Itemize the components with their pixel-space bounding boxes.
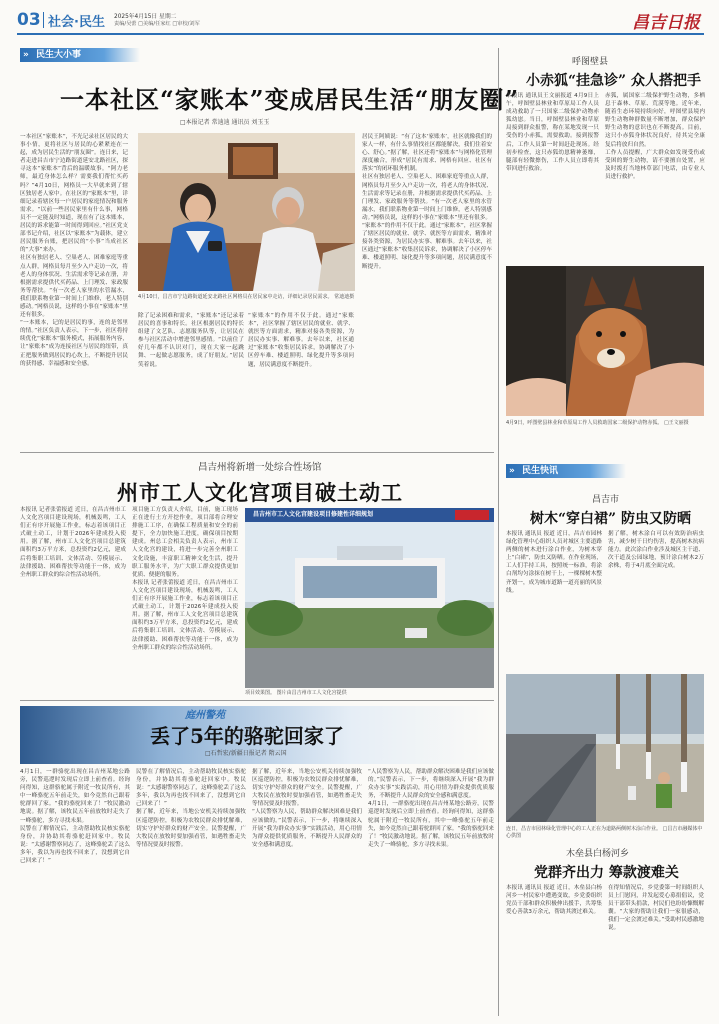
story5-paragraph: 在得知情况后，乡党委第一时间组织人员上门慰问，并发起爱心募捐倡议，党员干部带头捐款，村民们也纷纷慷慨解囊。“大家的帮助让我们一家很感动，我们一定会渡过难关。”受助村民感激地说。 bbox=[608, 885, 704, 932]
story3-photo-caption: 项目效果图。 图片由昌吉州市工人文化宫提供 bbox=[245, 690, 347, 696]
story6-paragraph: “人民警察为人民，帮助群众解决困难是我们应该做的。”民警表示，下一步，将继续深入开展“我为群众办实事”实践活动，用心用情为群众提供优质服务，不断提升人民群众的安全感和满意度。 bbox=[368, 769, 494, 800]
story1-column-4 bbox=[362, 133, 492, 448]
chevron-right-icon: » bbox=[509, 466, 515, 476]
editors-line: 责编/吴蕾 □美编/任家红 □审校/刘军 bbox=[114, 21, 200, 27]
story3-paragraph: 本报讯 记者张蕾报道 近日，在昌吉州市工人文化宫项目建设现场，机械轰鸣，工人们正有序开展施工作业，标志着该项目正式破土动工，计划于2026年建成投入使用。据了解，州市工人文化宫项目总建筑面积约3万平方米，总投资约2亿元，建成后将集职工培训、文体活动、劳模展示、法律援助、困难帮扶等功能于一体，成为全州职工群众的综合性活动场所。 bbox=[132, 579, 238, 651]
story1-byline: □本报记者 常迪迪 通讯员 刘玉玉 bbox=[180, 119, 270, 126]
story2-kicker: 呼图壁县 bbox=[572, 57, 609, 67]
story4-column-2 bbox=[608, 530, 704, 670]
story1-headline: 一本社区“家账本”变成居民生活“朋友圈” bbox=[60, 85, 520, 114]
story3-paragraph: 本报讯 记者张蕾报道 近日，在昌吉州市工人文化宫项目建设现场，机械轰鸣，工人们正有序开展施工作业，标志着该项目正式破土动工，计划于2026年建成投入使用。据了解，州市工人文化宫项目总建筑面积约3万平方米，总投资约2亿元，建成后将集职工培训、文体活动、劳模展示、法律援助、困难帮扶等功能于一体，成为全州职工群众的综合性活动场所。 bbox=[20, 507, 126, 578]
story5-kicker: 木垒县白杨河乡 bbox=[566, 849, 630, 859]
story6-byline: □石哲宏/新疆日报记者 隋云国 bbox=[205, 750, 287, 757]
story6-paragraph: 据了解，近年来，当地公安机关持续加强牧区巡逻防控，积极为农牧民群众排忧解难，切实守护好群众的财产安全。民警提醒，广大牧民在放牧时要加强看管，如遇牲畜走失等情况要及时报警。 bbox=[252, 769, 362, 808]
story4-paragraph: 本报讯 通讯员 报道 近日，昌吉市园林绿化管理中心组织人员对城区主要道路两侧的树木进行涂白作业，为树木穿上“白裙”，防虫又防晒。在作业现场，工人们手持工具，按照统一标准，将涂白剂均匀涂抹在树干上，一棵棵树木整齐划一，成为城市道路一道亮丽的风景线。 bbox=[506, 531, 602, 594]
story6-column-2 bbox=[136, 768, 246, 1016]
story6-paragraph: 民警在了解情况后，主动帮助牧民核实骆驼身份，并协助其将骆驼赶回家中。牧民说：“太感谢警察同志了，这峰骆驼丢了这么多年，我以为再也找不回来了，没想到它自己回来了！” bbox=[20, 825, 130, 865]
story1-paragraph: 除了记录困难和需求，“家账本”还记录着居民的喜事和特长。社区根据居民的特长组建了文艺队、志愿服务队等，让居民在参与社区活动中增进邻里感情。“以前住了好几年都不认识对门，现在大家一起跳舞、一起做志愿服务，成了好朋友。”居民笑着说。 bbox=[138, 313, 244, 368]
page-number: 03 bbox=[17, 10, 41, 30]
story3-kicker: 昌吉州将新增一处综合性场馆 bbox=[198, 462, 322, 473]
story3-paragraph: 项目施工方负责人介绍，目前，施工现场正在进行土方开挖作业，项目部将合理安排施工工序，在确保工程质量和安全的前提下，全力加快施工进度，确保项目按期建成。州总工会相关负责人表示，州市工人文化宫的建设，将进一步完善全州职工文化设施，丰富职工精神文化生活，提升职工服务水平，为广大职工群众提供更加优质、便捷的服务。 bbox=[132, 507, 238, 578]
story3-rendering-photo bbox=[245, 508, 494, 688]
story5-column-2 bbox=[608, 884, 704, 1016]
story1-photo bbox=[138, 133, 355, 291]
story4-column-1 bbox=[506, 530, 602, 670]
story1-paragraph: 社区有独居老人、空巢老人、困难家庭等重点人群，网格员每月至少入户走访一次，将老人的身体状况、生活需求等记录在册，并根据需求提供代买药品、上门理发、家政服务等帮扶。“有一次老人家里的水管漏水，我们联系物业第一时间上门维修，老人特别感动。”网格员说，这样的小事在“家账本”里还有很多。 bbox=[20, 255, 128, 319]
masthead bbox=[0, 0, 719, 34]
story4-tree-photo bbox=[506, 674, 704, 822]
chevron-right-icon: » bbox=[23, 50, 29, 60]
story3-column-1 bbox=[20, 506, 126, 694]
section-tag-quicknews: » 民生快讯 bbox=[506, 464, 626, 478]
story5-column-1 bbox=[506, 884, 602, 1016]
newspaper-logo: 昌吉日报 bbox=[632, 13, 700, 33]
story2-paragraph: 工作人员提醒，广大群众如发现受伤或受困的野生动物，请不要擅自处置，应及时拨打当地林草部门电话，由专业人员进行救护。 bbox=[605, 149, 705, 180]
story2-photo-caption: 4月9日，呼图壁县林业和草原局工作人员救助国家二级保护动物赤狐。 □王文丽摄 bbox=[506, 420, 689, 426]
story1-column-3 bbox=[248, 312, 354, 447]
story2-headline: 小赤狐“挂急诊” 众人搭把手 bbox=[526, 73, 701, 89]
story4-paragraph: 据了解，树木涂白可以有效防治病虫害，减少树干日灼伤害，提高树木抗病能力。此次涂白作业涉及城区主干道、次干道及公园绿地，预计涂白树木2万余株，将于4月底全面完成。 bbox=[608, 531, 704, 570]
story6-paragraph: 4月1日，一群骆驼出现在昌吉州某地公路旁，民警巡逻时发现后立即上前查看。经询问得知，这群骆驼属于附近一牧民所有，其中一峰骆驼五年前走失，如今竟然自己跟着驼群回了家。“我的骆驼回来了！”牧民激动地说。据了解，该牧民五年前放牧时走失了一峰骆驼，多方寻找未果。 bbox=[20, 769, 130, 824]
story3-headline: 州市工人文化宫项目破土动工 bbox=[117, 480, 403, 505]
story6-column-4 bbox=[368, 768, 494, 1016]
story1-column-1 bbox=[20, 133, 128, 448]
story2-paragraph: 本报讯 通讯员王文丽报道 4月9日上午，呼图壁县林业和草原局工作人员成功救助了一只国家二级保护动物赤狐幼崽。当日，呼图壁县林业和草原局接到群众报警，称在某地发现一只受伤的小赤狐，需要救助。接到报警后，工作人员第一时间赶赴现场。经初步检查，这只赤狐幼崽精神萎靡，腿部有轻微擦伤，工作人员立即将其带回进行救治。 bbox=[506, 93, 599, 172]
issue-date: 2025年4月15日 星期二 bbox=[114, 14, 177, 20]
story4-headline: 树木“穿白裙” 防虫又防晒 bbox=[530, 511, 691, 527]
story2-column-1 bbox=[506, 92, 599, 262]
story5-headline: 党群齐出力 筹款渡难关 bbox=[534, 865, 679, 881]
story1-column-2 bbox=[138, 312, 244, 447]
story6-column-3 bbox=[252, 768, 362, 1016]
story6-paragraph: 据了解，近年来，当地公安机关持续加强牧区巡逻防控，积极为农牧民群众排忧解难，切实守护好群众的财产安全。民警提醒，广大牧民在放牧时要加强看管，如遇牲畜走失等情况要及时报警。 bbox=[136, 809, 246, 848]
story4-photo-caption: 连日，昌吉市园林绿化管理中心的工人正在为道路两侧树木涂白作业。 □昌吉市融媒体中心供图 bbox=[506, 826, 703, 839]
masthead-rule bbox=[17, 33, 704, 35]
story5-paragraph: 本报讯 通讯员 报道 近日，木垒县白杨河乡一村民家中遭遇变故，乡党委组织党员干部和群众积极伸出援手，共筹集爱心善款3万余元，帮助其渡过难关。 bbox=[506, 885, 602, 916]
column-divider bbox=[498, 48, 499, 1016]
story1-paragraph: 一本社区“家账本”，不光记录社区居民的大事小情，更将社区与居民的心紧紧连在一起，成为居民生活的“朋友圈”。连日来，记者走进昌吉市宁边路街道延安北路社区，探寻这本“家账本”背后的温暖故事。“阿力老师，最近身体怎么样？需要我们帮忙买药吗？”4月10日，网格员一大早就来到了辖区独居老人家中。在社区的“家账本”里，详细记录着辖区每一户居民的家庭情况和服务需求。“以前一些居民家里有什么事，网格员不一定能及时知道，现在有了这本账本，居民的诉求能第一时间得到回应。”社区党支部书记介绍，社区以“家账本”为载体，建立居民服务台账，把居民的“小事”当成社区的“大事”来办。 bbox=[20, 134, 128, 254]
story4-kicker: 昌吉市 bbox=[592, 495, 620, 505]
story1-paragraph: “家账本”的作用不仅于此。通过“家账本”，社区掌握了辖区居民的就业、就学、就医等方面需求，精准对接各类资源，为居民办实事、解难事。去年以来，社区通过“家账本”收集居民诉求，协调解决了小区停车难、楼道照明、绿化提升等多项问题，居民满意度不断提升。 bbox=[248, 313, 354, 368]
story1-paragraph: 社区有独居老人、空巢老人、困难家庭等重点人群，网格员每月至少入户走访一次，将老人的身体状况、生活需求等记录在册，并根据需求提供代买药品、上门理发、家政服务等帮扶。“有一次老人家里的水管漏水，我们联系物业第一时间上门维修，老人特别感动。”网格员说，这样的小事在“家账本”里还有很多。 bbox=[362, 174, 492, 221]
story1-photo-caption: 4月10日，昌吉市宁边路街道延安北路社区网格员在居民家中走访，详细记录居民需求。 常迪迪摄 bbox=[138, 294, 355, 300]
section-tag-livelihood: » 民生大小事 bbox=[20, 48, 140, 62]
story2-fox-photo bbox=[506, 266, 704, 416]
section-name: 社会·民生 bbox=[48, 15, 105, 30]
story2-paragraph: 赤狐，属国家二级保护野生动物，多栖息于森林、草原、荒漠等地。近年来，随着生态环境持续向好，呼图壁县境内野生动物种群数量不断增加，群众保护野生动物的意识也在不断提高。目前，这只小赤狐身体状况良好，待其完全康复后将放归自然。 bbox=[605, 93, 705, 148]
section-divider bbox=[43, 12, 44, 28]
story6-paragraph: 民警在了解情况后，主动帮助牧民核实骆驼身份，并协助其将骆驼赶回家中。牧民说：“太感谢警察同志了，这峰骆驼丢了这么多年，我以为再也找不回来了，没想到它自己回来了！” bbox=[136, 769, 246, 808]
story6-column-1 bbox=[20, 768, 130, 1016]
row-divider bbox=[20, 700, 494, 701]
story1-paragraph: “一本账本，记的是居民的事，连的是邻里的情。”社区负责人表示，下一步，社区将持续优化“家账本”服务模式，拓展服务内容，让“家账本”成为连接社区与居民的纽带，真正把服务做到居民的心坎上，不断提升居民的获得感、幸福感和安全感。 bbox=[20, 320, 128, 367]
story6-paragraph: 4月1日，一群骆驼出现在昌吉州某地公路旁，民警巡逻时发现后立即上前查看。经询问得知，这群骆驼属于附近一牧民所有，其中一峰骆驼五年前走失，如今竟然自己跟着驼群回了家。“我的骆驼回来了！”牧民激动地说。据了解，该牧民五年前放牧时走失了一峰骆驼，多方寻找未果。 bbox=[368, 801, 494, 848]
story1-paragraph: 居民王阿姨说：“有了这本‘家账本’，社区就像我们的家人一样，有什么事情找社区都能解决，我们住着安心、舒心。”据了解，社区还将“家账本”与网格化管理深度融合，形成“居民有需求、网格有回应、社区有落实”的闭环服务机制。 bbox=[362, 134, 492, 173]
police-column-tag: 庭州警苑 bbox=[185, 710, 225, 721]
story3-column-2 bbox=[132, 506, 238, 694]
row-divider bbox=[20, 452, 494, 453]
story1-paragraph: “家账本”的作用不仅于此。通过“家账本”，社区掌握了辖区居民的就业、就学、就医等方面需求，精准对接各类资源，为居民办实事、解难事。去年以来，社区通过“家账本”收集居民诉求，协调解决了小区停车难、楼道照明、绿化提升等多项问题，居民满意度不断提升。 bbox=[362, 223, 492, 270]
story2-column-2 bbox=[605, 92, 705, 262]
billboard-title: 昌吉州市工人文化宫建设项目修建性详细规划 bbox=[253, 511, 374, 518]
story6-paragraph: “人民警察为人民，帮助群众解决困难是我们应该做的。”民警表示，下一步，将继续深入开展“我为群众办实事”实践活动，用心用情为群众提供优质服务，不断提升人民群众的安全感和满意度。 bbox=[252, 809, 362, 848]
story6-headline: 丢了5年的骆驼回家了 bbox=[150, 724, 344, 748]
